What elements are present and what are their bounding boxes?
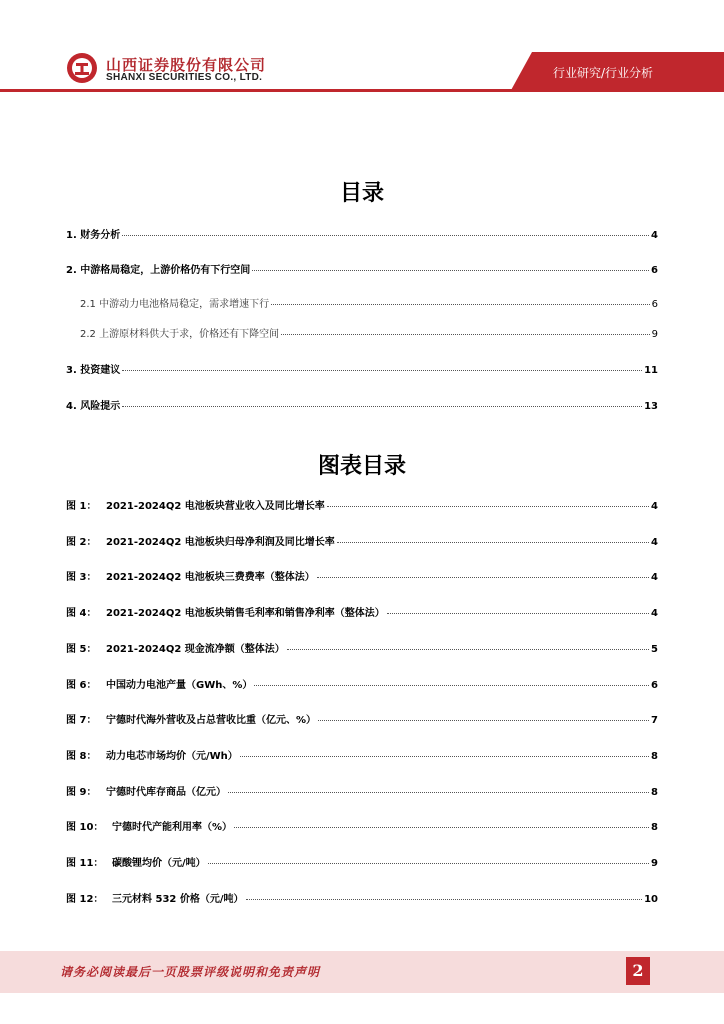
figure-label: 2021-2024Q2 电池板块销售毛利率和销售净利率（整体法） xyxy=(106,608,385,619)
figure-list-title: 图表目录 xyxy=(317,454,406,479)
figure-label: 2021-2024Q2 电池板块三费费率（整体法） xyxy=(106,572,315,583)
figure-number: 图 11： xyxy=(66,858,104,869)
figure-entry[interactable] xyxy=(66,676,658,691)
company-name-cn: 山西证券股份有限公司 xyxy=(106,56,267,74)
toc-entry-label: 4. 风险提示 xyxy=(66,401,121,412)
figure-page: 8 xyxy=(651,787,658,798)
dot-leader xyxy=(387,613,649,614)
dot-leader xyxy=(122,406,642,407)
toc-title: 目录 xyxy=(339,181,384,206)
page-header xyxy=(0,0,724,100)
figure-number: 图 10： xyxy=(66,822,104,833)
dot-leader xyxy=(208,863,649,864)
toc-entry-label: 2.2 上游原材料供大于求，价格还有下降空间 xyxy=(80,329,280,340)
toc-entry-page: 11 xyxy=(644,365,658,376)
figure-number: 图 3： xyxy=(66,572,97,583)
figure-label: 三元材料 532 价格（元/吨） xyxy=(112,894,244,905)
toc-entry-page: 13 xyxy=(644,401,658,412)
toc-entry[interactable] xyxy=(66,226,658,241)
toc-subentry[interactable] xyxy=(80,325,658,340)
toc-entry-label: 1. 财务分析 xyxy=(66,230,121,241)
figure-page: 4 xyxy=(651,608,658,619)
toc-entry-page: 6 xyxy=(651,265,658,276)
figure-label: 宁德时代库存商品（亿元） xyxy=(106,787,226,798)
figure-number: 图 1： xyxy=(66,501,97,512)
figure-number: 图 6： xyxy=(66,680,97,691)
dot-leader xyxy=(254,685,649,686)
toc-entry-label: 2.1 中游动力电池格局稳定，需求增速下行 xyxy=(80,299,270,310)
toc-subentry[interactable] xyxy=(80,295,658,310)
dot-leader xyxy=(271,304,650,305)
figure-page: 6 xyxy=(651,680,658,691)
figure-number: 图 5： xyxy=(66,644,97,655)
figure-entry[interactable] xyxy=(66,604,658,619)
dot-leader xyxy=(122,370,642,371)
figure-entry[interactable] xyxy=(66,783,658,798)
figure-page: 7 xyxy=(651,715,658,726)
figure-label: 2021-2024Q2 现金流净额（整体法） xyxy=(106,644,285,655)
figure-label: 宁德时代海外营收及占总营收比重（亿元、%） xyxy=(106,715,317,726)
figure-number: 图 4： xyxy=(66,608,97,619)
figure-label: 宁德时代产能利用率（%） xyxy=(112,822,233,833)
dot-leader xyxy=(281,334,650,335)
figure-entry[interactable] xyxy=(66,640,658,655)
figure-number: 图 8： xyxy=(66,751,97,762)
figure-number: 图 7： xyxy=(66,715,97,726)
dot-leader xyxy=(122,235,649,236)
figure-entry[interactable] xyxy=(66,497,658,512)
figure-page: 4 xyxy=(651,501,658,512)
figure-page: 8 xyxy=(651,751,658,762)
dot-leader xyxy=(337,542,649,543)
figure-label: 2021-2024Q2 电池板块归母净利润及同比增长率 xyxy=(106,537,335,548)
dot-leader xyxy=(246,899,643,900)
figure-page: 10 xyxy=(644,894,658,905)
figure-number: 图 2： xyxy=(66,537,97,548)
figure-page: 4 xyxy=(651,537,658,548)
figure-entry[interactable] xyxy=(66,533,658,548)
dot-leader xyxy=(228,792,649,793)
toc-entry[interactable] xyxy=(66,397,658,412)
dot-leader xyxy=(327,506,649,507)
dot-leader xyxy=(240,756,649,757)
toc-entry[interactable] xyxy=(66,261,658,276)
page-number: 2 xyxy=(626,957,650,985)
figure-number: 图 9： xyxy=(66,787,97,798)
dot-leader xyxy=(287,649,649,650)
toc-entry-page: 9 xyxy=(651,329,658,340)
figure-entry[interactable] xyxy=(66,818,658,833)
category-label: 行业研究/行业分析 xyxy=(553,66,654,80)
disclaimer-notice: 请务必阅读最后一页股票评级说明和免责声明 xyxy=(60,965,321,979)
figure-label: 碳酸锂均价（元/吨） xyxy=(112,858,206,869)
figure-entry[interactable] xyxy=(66,854,658,869)
toc-entry-page: 6 xyxy=(651,299,658,310)
figure-entry[interactable] xyxy=(66,568,658,583)
figure-page: 9 xyxy=(651,858,658,869)
toc-entry-label: 3. 投资建议 xyxy=(66,365,121,376)
figure-page: 8 xyxy=(651,822,658,833)
dot-leader xyxy=(252,270,649,271)
dot-leader xyxy=(318,720,649,721)
figure-entry[interactable] xyxy=(66,890,658,905)
figure-entry[interactable] xyxy=(66,711,658,726)
figure-label: 中国动力电池产量（GWh、%） xyxy=(106,680,253,691)
toc-entry-label: 2. 中游格局稳定，上游价格仍有下行空间 xyxy=(66,265,251,276)
figure-label: 2021-2024Q2 电池板块营业收入及同比增长率 xyxy=(106,501,325,512)
company-logo-icon xyxy=(66,52,98,84)
toc-entry-page: 4 xyxy=(651,230,658,241)
company-name-en: SHANXI SECURITIES CO., LTD. xyxy=(106,72,263,83)
figure-number: 图 12： xyxy=(66,894,104,905)
dot-leader xyxy=(234,827,649,828)
figure-page: 4 xyxy=(651,572,658,583)
figure-entry[interactable] xyxy=(66,747,658,762)
toc-entry[interactable] xyxy=(66,361,658,376)
figure-label: 动力电芯市场均价（元/Wh） xyxy=(106,751,238,762)
dot-leader xyxy=(317,577,649,578)
figure-page: 5 xyxy=(651,644,658,655)
